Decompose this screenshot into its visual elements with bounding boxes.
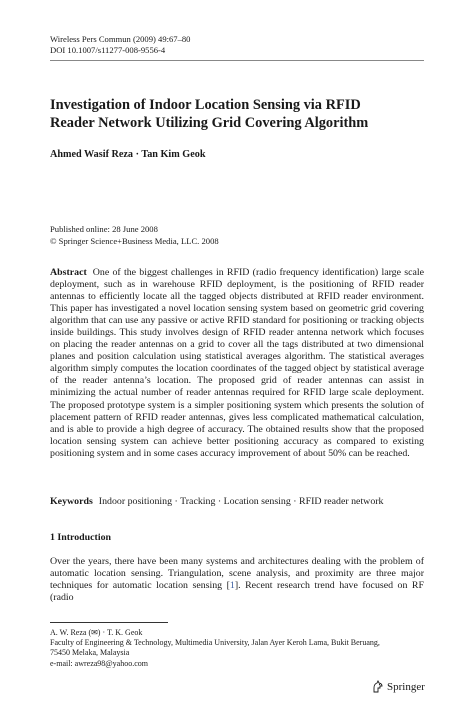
author-name: Tan Kim Geok — [141, 149, 206, 160]
journal-header — [50, 34, 190, 56]
abstract-label: Abstract — [50, 267, 87, 278]
footnote-rule — [50, 622, 168, 623]
citation-link[interactable]: 1 — [229, 580, 235, 592]
keywords-label: Keywords — [50, 496, 93, 507]
keywords-text: Indoor positioning · Tracking · Location sensing · RFID reader network — [98, 496, 384, 507]
springer-horse-icon — [372, 680, 384, 693]
abstract — [50, 267, 424, 460]
publisher-logo — [372, 680, 425, 693]
intro-text: Over the years, there have been many systems and architectures dealing with the problem of automatic location sensing. Triangulation, scene analysis, and proximity are three major techniques for automatic location sensing [ — [50, 556, 424, 592]
introduction-paragraph — [50, 556, 424, 604]
copyright: © Springer Science+Business Media, LLC. 2008 — [50, 235, 219, 246]
publication-info — [50, 224, 219, 247]
author-separator: · — [135, 149, 139, 160]
doi[interactable]: DOI 10.1007/s11277-008-9556-4 — [50, 45, 166, 55]
publisher-name: Springer — [387, 680, 425, 693]
footnote-authors: A. W. Reza (✉) · T. K. Geok — [50, 628, 143, 637]
title-line-2: Reader Network Utilizing Grid Covering Algorithm — [50, 115, 369, 131]
header-rule — [50, 60, 424, 61]
author-list — [50, 149, 206, 160]
keywords — [50, 496, 383, 507]
section-heading: 1 Introduction — [50, 532, 112, 543]
journal-citation: Wireless Pers Commun (2009) 49:67–80 — [50, 34, 191, 44]
published-date: Published online: 28 June 2008 — [50, 224, 158, 234]
article-title — [50, 96, 430, 132]
footnote-email[interactable]: e-mail: awreza98@yahoo.com — [50, 658, 148, 668]
title-line-1: Investigation of Indoor Location Sensing via RFID — [50, 97, 361, 113]
author-footnote — [50, 628, 430, 669]
footnote-affiliation: Faculty of Engineering & Technology, Multimedia University, Jalan Ayer Keroh Lama, Bukit Beruang, — [50, 638, 380, 648]
footnote-address: 75450 Melaka, Malaysia — [50, 648, 130, 658]
abstract-text: One of the biggest challenges in RFID (radio frequency identification) large scale deployment, such as in warehouse RFID deployment, is the positioning of RFID reader antennas to efficiently locate all the tagged objects distributed at RFID reader environment. This paper has investigated a novel location sensing system based on geometric grid covering algorithm that can use any passive or active RFID standard for positioning or tracking objects inside buildings. This study involves design of RFID reader antenna network which focuses on placing the reader antennas on a grid to cover all the tags distributed at two dimensional planes and position calculation using statistical averages algorithm. The statistical averages algorithm simply computes the location coordinates of the tagged object by statistical average of the reader antenna’s location. The proposed grid of reader antennas can assist in minimizing the actual number of reader antennas required for RFID large scale deployment. The proposed prototype system is a simpler positioning system which presents the solution of placement pattern of RFID reader antennas, gives less complicated mathematical calculation, and is able to provide a high degree of accuracy. The obtained results show that the proposed location sensing system can achieve better positioning accuracy as compared to existing positioning system and in some cases accuracy improvement of about 50% can be reached. — [50, 267, 424, 459]
intro-text-continued: ]. Recent research trend have focused on RF (radio — [50, 580, 424, 604]
author-name: Ahmed Wasif Reza — [50, 149, 134, 160]
